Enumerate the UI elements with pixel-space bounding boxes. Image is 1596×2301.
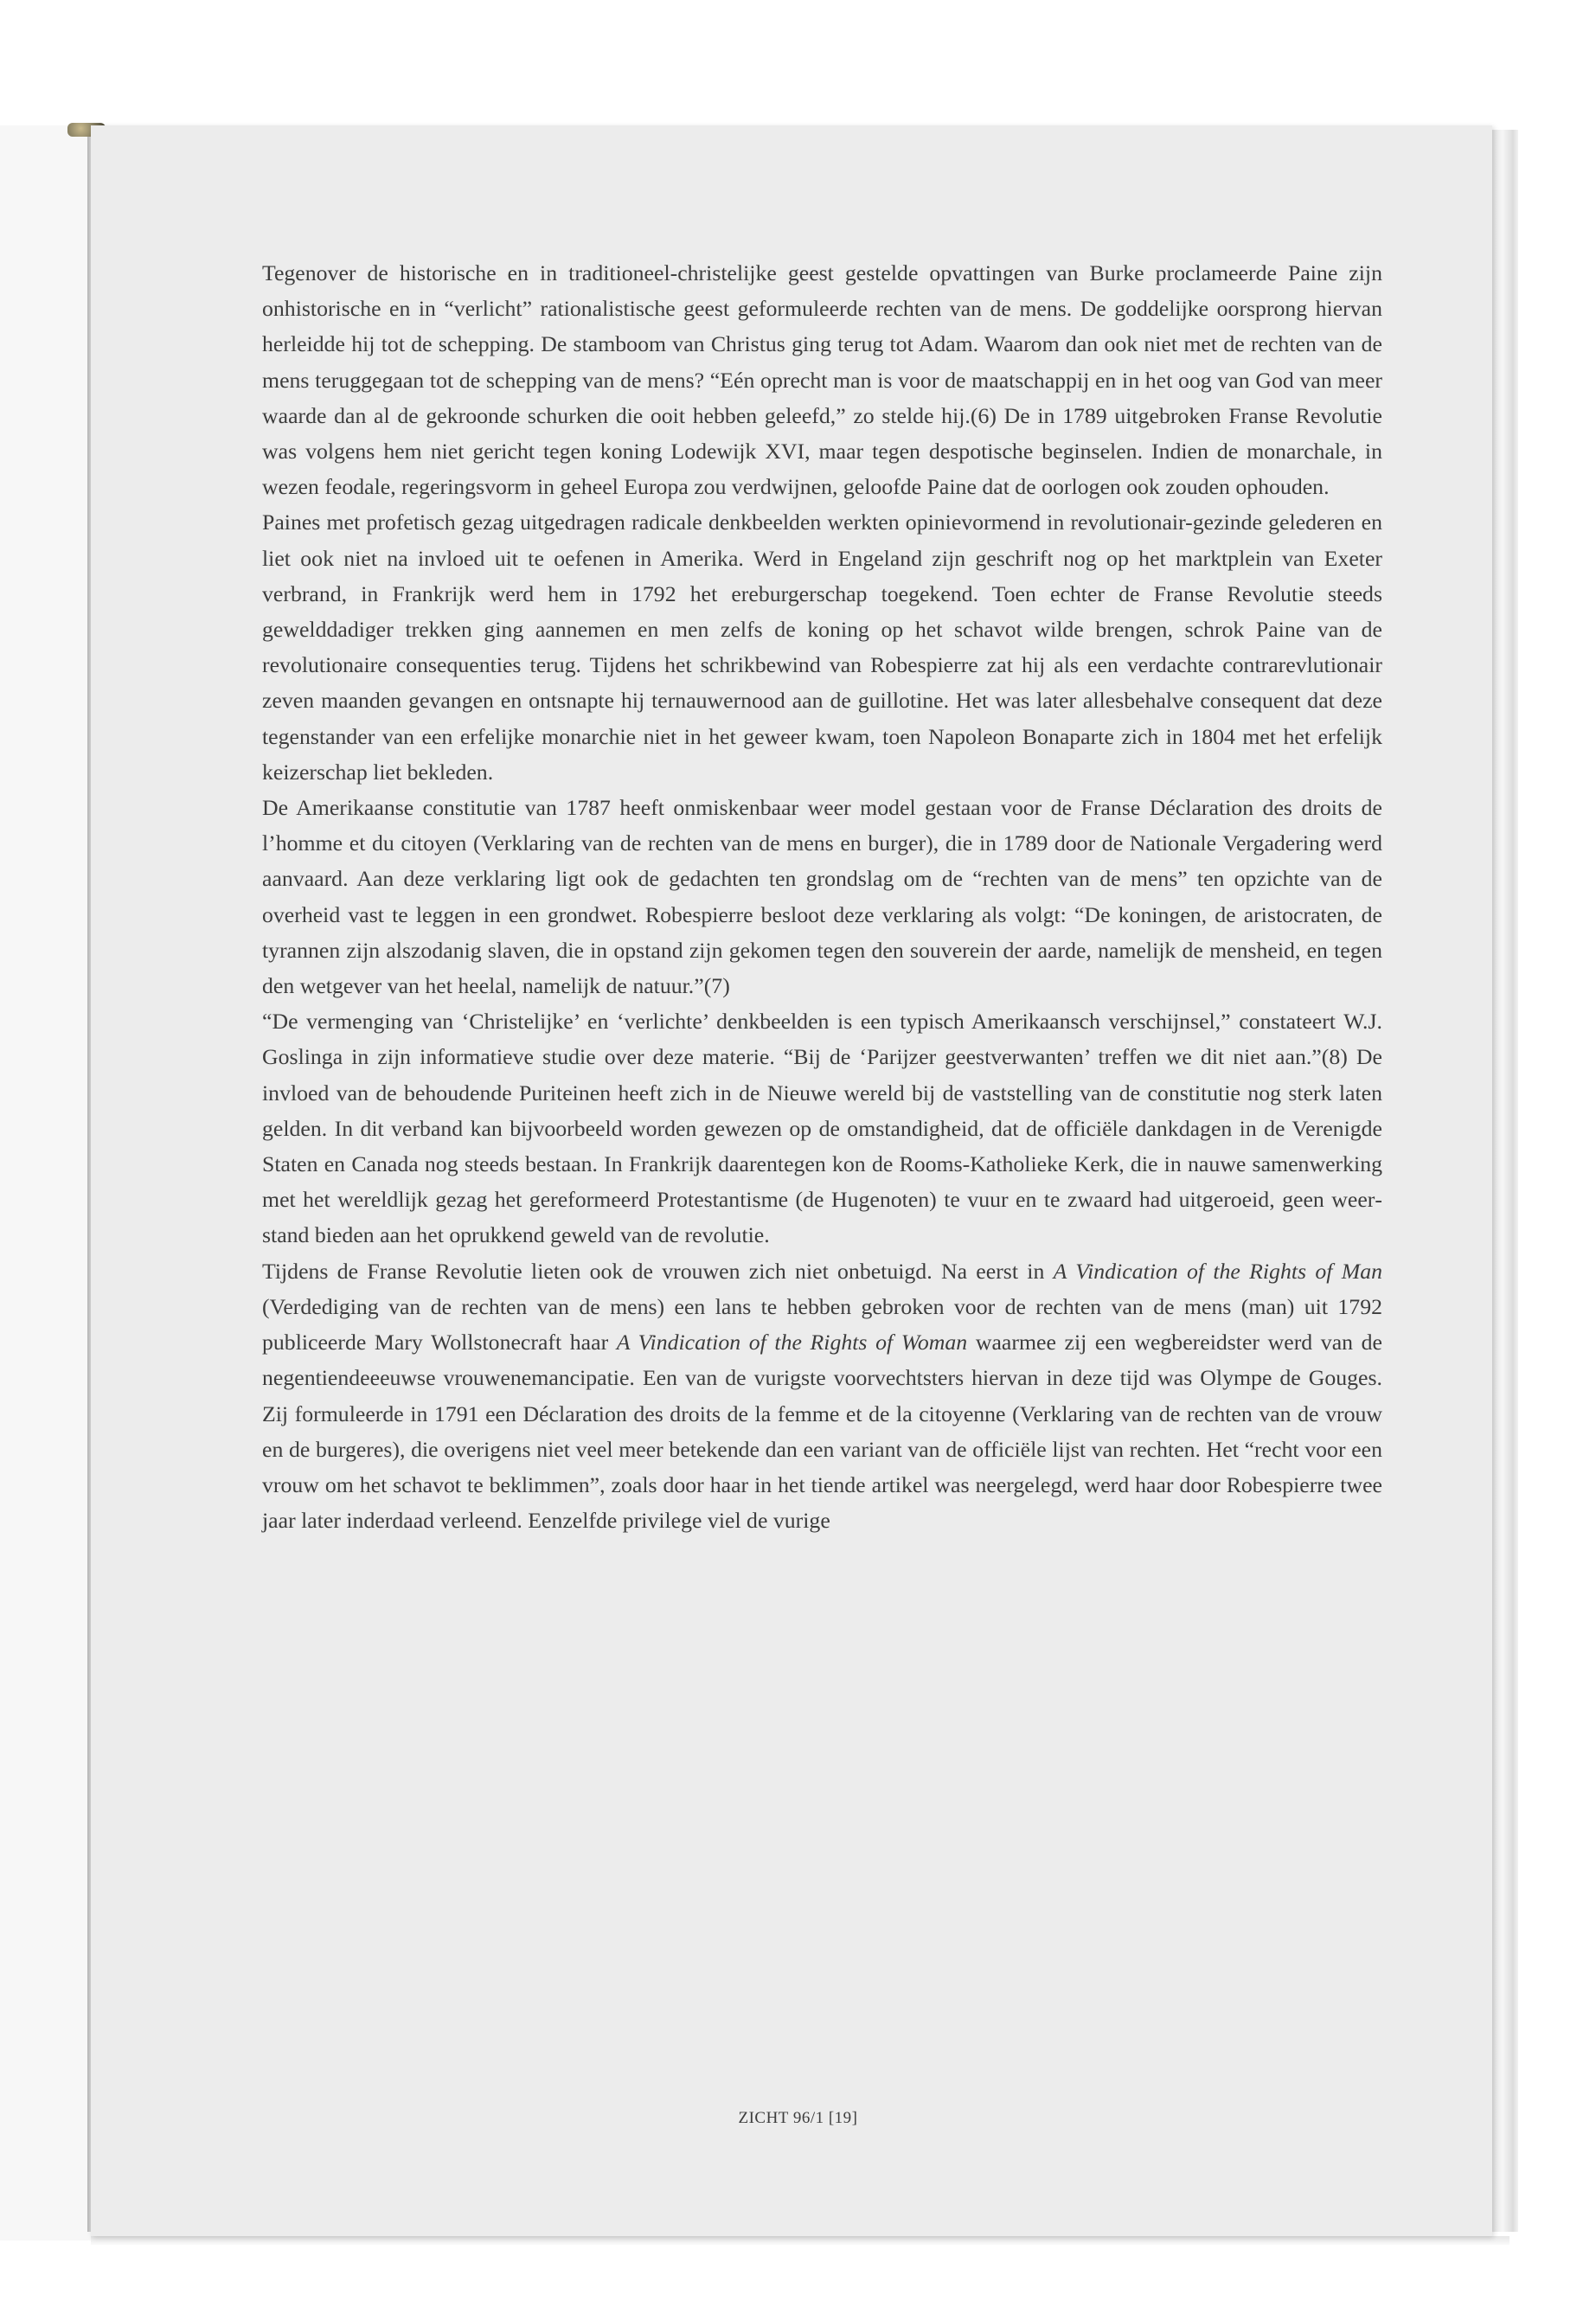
binder-spine <box>0 125 91 2240</box>
paragraph-5 <box>262 1253 1382 1539</box>
page-stack-edge-bottom <box>91 2236 1509 2245</box>
book-title-rights-of-man: A Vindication of the Rights of Man <box>1053 1258 1382 1284</box>
paragraph-3: De Amerikaanse constitutie van 1787 heeft onmiskenbaar weer model gestaan voor de Franse Déclaration des droits de l’homme et du citoyen (Verklaring van de rechten van de mens en burger), die in 1789 door de Nationale Vergadering werd aanvaard. Aan deze verklaring ligt ook de gedachten ten grondslag om de “rechten van de mens” ten opzichte van de overheid vast te leggen in een grondwet. Robespierre besloot deze verklaring als volgt: “De koningen, de aristocraten, de tyrannen zijn alszodanig slaven, die in opstand zijn gekomen tegen den souverein der aarde, namelijk de mensheid, en tegen den wetgever van het heelal, namelijk de natuur.”(7) <box>262 795 1382 999</box>
book-title-rights-of-woman: A Vindication of the Rights of Woman <box>616 1330 968 1356</box>
paragraph-5-segment-2: (Verdediging van de rechten van de mens) een lans te hebben gebroken voor de rechten van de mens (man) uit 1792 publiceerde Mary Wollstonecraft haar <box>262 1293 1382 1356</box>
running-footer: ZICHT 96/1 [19] <box>738 2109 858 2127</box>
paragraph-1: Tegenover de historische en in traditioneel-christelijke geest gestelde opvattingen van Burke proclameerde Paine zijn onhistorische en in “verlicht” rationalistische geest geformuleerde rechten van de mens. De goddelijke oorsprong hiervan herleidde hij tot de schepping. De stamboom van Christus ging terug tot Adam. Waarom dan ook niet met de rechten van de mens teruggegaan tot de schepping van de mens? “Eén oprecht man is voor de maatschappij en in het oog van God van meer waarde dan al de gekroonde schurken die ooit hebben geleefd,” zo stelde hij.(6) De in 1789 uitgebroken Franse Revolutie was volgens hem niet gericht tegen koning Lodewijk XVI, maar tegen despotische beginselen. Indien de monarchale, in wezen feodale, regeringsvorm in geheel Europa zou verdwijnen, geloofde Paine dat de oorlogen ook zouden ophouden. <box>262 260 1382 500</box>
paragraph-5-segment-1: Tijdens de Franse Revolutie lieten ook de vrouwen zich niet onbetuigd. Na eerst in <box>262 1258 1054 1284</box>
paragraph-5-segment-3: waarmee zij een wegbereidster werd van de negentiendeeeuwse vrouwenemancipatie. Een van de vurigste voorvechtsters hiervan in deze tijd was Olympe de Gouges. Zij formuleerde in 1791 een Déclaration des droits de la femme et de la citoyenne (Verklaring van de rechten van de vrouw en de burgeres), die overigens niet veel meer betekende dan een variant van de officiële lijst van rechten. Het “recht voor een vrouw om het schavot te beklimmen”, zoals door haar in het tiende artikel was neergelegd, werd haar door Robespierre twee jaar later inderdaad verleend. Eenzelfde privilege viel de vurige <box>262 1330 1383 1534</box>
article-body <box>262 255 1382 1538</box>
paragraph-2: Paines met profetisch gezag uitgedragen radicale denkbeelden werkten opinievormend in revolutionair-gezinde gelederen en liet ook niet na invloed uit te oefenen in Amerika. Werd in Engeland zijn geschrift nog op het marktplein van Exeter verbrand, in Frankrijk werd hem in 1792 het ereburgerschap toegekend. Toen echter de Franse Revolutie steeds gewelddadiger trekken ging aannemen en men zelfs de koning op het schavot wilde brengen, schrok Paine van de revolutionaire consequenties terug. Tijdens het schrikbewind van Robespierre zat hij als een verdachte contrarevlutionair zeven maanden gevangen en ontsnapte hij ternauwernood aan de guillotine. Het was later allesbehalve consequent dat deze tegenstander van een erfelijke monarchie niet in het geweer kwam, toen Napoleon Bonaparte zich in 1804 met het erfelijk keizerschap liet bekleden. <box>262 510 1382 785</box>
page-stack-edge-right <box>1492 130 1518 2232</box>
paragraph-4: “De vermenging van ‘Christelijke’ en ‘verlichte’ denkbeelden is een typisch Amerikaansch verschijnsel,” constateert W.J. Goslinga in zijn informatieve studie over deze materie. “Bij de ‘Parijzer geestverwanten’ treffen we dit niet aan.”(8) De invloed van de behoudende Puriteinen heeft zich in de Nieuwe wereld bij de vaststelling van de constitutie nog sterk laten gelden. In dit verband kan bijvoorbeeld worden gewezen op de omstandigheid, dat de officiële dankdagen in de Verenigde Staten en Canada nog steeds bestaan. In Frankrijk daarentegen kon de Rooms-Katholieke Kerk, die in nauwe samenwerking met het wereldlijk gezag het gereformeerd Protestantisme (de Hugenoten) te vuur en te zwaard had uitgeroeid, geen weerstand bieden aan het oprukkend geweld van de revolutie. <box>262 1009 1382 1248</box>
